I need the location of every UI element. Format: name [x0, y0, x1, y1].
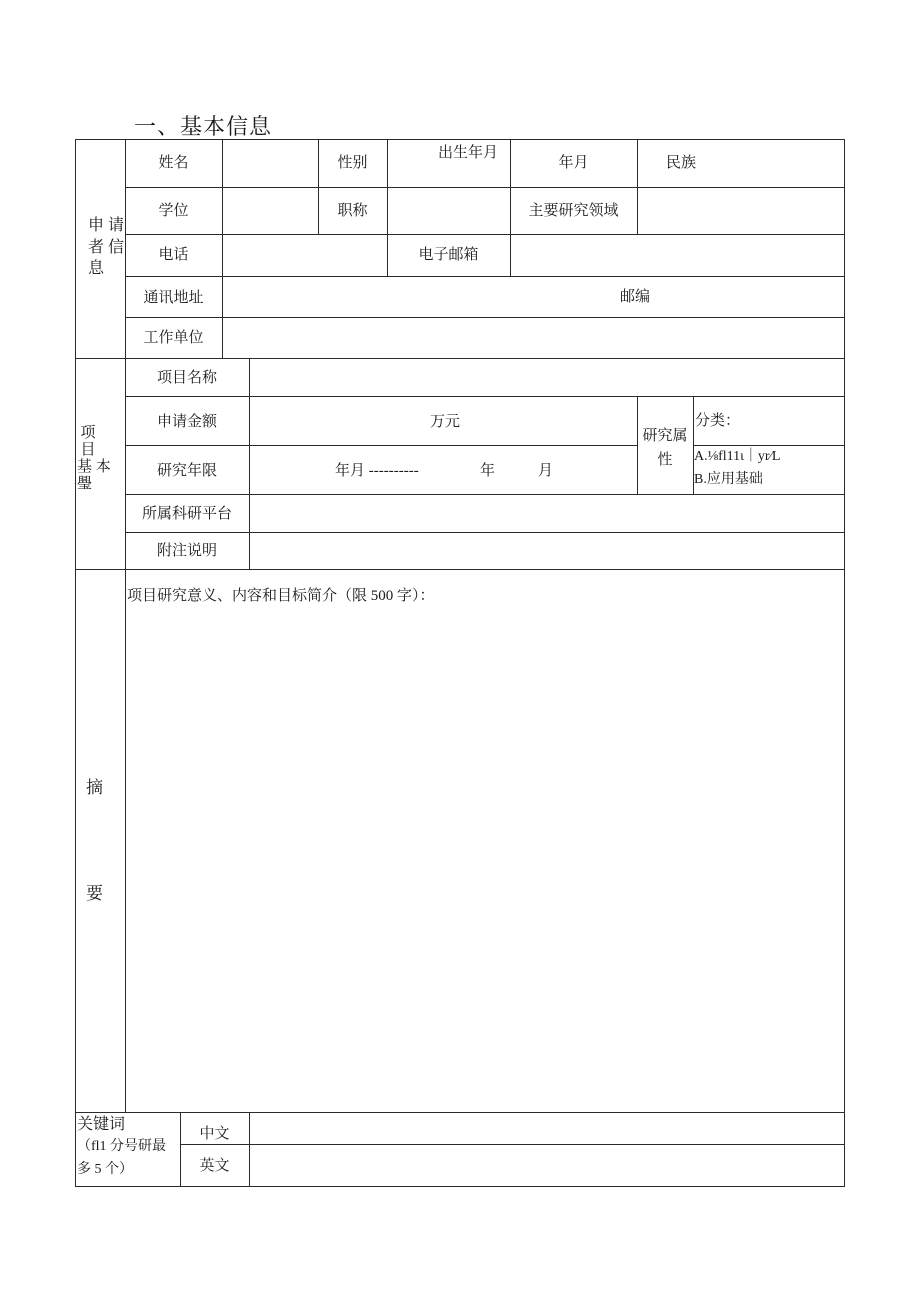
project-name-label: 项目名称 [156, 370, 217, 386]
amount-field[interactable] [250, 397, 637, 445]
keywords-hint-2: 多 5 个） [77, 1162, 133, 1177]
keywords-english-label: 英文 [199, 1158, 230, 1174]
group-label-line: 申 请 [87, 217, 124, 234]
project-group-label [77, 425, 99, 458]
postcode-label: 邮编 [620, 289, 651, 305]
abstract-textarea[interactable] [126, 610, 844, 1112]
keywords-label: 关键词 [77, 1116, 126, 1133]
platform-label: 所属科研平台 [141, 506, 232, 522]
degree-label: 学位 [158, 203, 189, 219]
project-group-label-4: 璺 [77, 476, 93, 492]
abstract-prompt: 项目研究意义、内容和目标简介（限 500 字）： [127, 588, 435, 604]
form-left-border [75, 139, 76, 1187]
col-divider [180, 1112, 181, 1187]
option-a[interactable]: A.⅛fl11ι｜yr⁄L [694, 449, 781, 464]
form-right-border [844, 139, 845, 1187]
attribute-label-1: 研究属 [642, 428, 688, 444]
form-bottom-border [75, 1186, 845, 1187]
workplace-label: 工作单位 [143, 330, 204, 346]
notes-label: 附注说明 [156, 543, 217, 559]
ethnicity-field[interactable] [638, 140, 844, 187]
birth-unit: 年月 [558, 155, 589, 171]
period-field[interactable] [250, 446, 637, 494]
applicant-group-label [84, 215, 128, 280]
keywords-chinese-label: 中文 [199, 1126, 230, 1142]
ethnicity-label: 民族 [666, 155, 697, 171]
email-label: 电子邮箱 [418, 247, 479, 263]
project-name-field[interactable] [250, 359, 844, 396]
group-label-line: 目 [80, 441, 96, 458]
category-label: 分类： [695, 413, 741, 429]
project-group-label-3: 基 本 [77, 459, 111, 475]
research-field-field[interactable] [638, 188, 844, 234]
phone-field[interactable] [223, 235, 387, 276]
keywords-english-field[interactable] [250, 1145, 844, 1186]
name-label: 姓名 [158, 155, 189, 171]
workplace-field[interactable] [223, 318, 844, 358]
row-divider [693, 445, 845, 446]
title-field[interactable] [388, 188, 510, 234]
period-month: 月 [538, 463, 554, 479]
amount-label: 申请金额 [156, 414, 217, 430]
abstract-label-2: 要 [86, 884, 103, 903]
period-label: 研究年限 [156, 463, 217, 479]
group-label-line: 项 [80, 425, 96, 441]
address-label: 通讯地址 [143, 290, 204, 306]
period-start: 年月 ---------- [335, 463, 419, 479]
section-divider-project [75, 569, 845, 570]
title-label: 职称 [337, 203, 368, 219]
option-b[interactable]: B.应用基础 [694, 472, 763, 487]
gender-field[interactable] [319, 140, 387, 187]
group-label-line: 者 信 [87, 238, 124, 256]
abstract-label-1: 摘 [86, 778, 103, 797]
col-divider [637, 396, 638, 495]
section-title: 一、基本信息 [134, 114, 273, 139]
gender-label: 性别 [337, 155, 368, 171]
amount-unit: 万元 [430, 414, 461, 430]
attribute-label-2: 性 [657, 452, 673, 468]
platform-field[interactable] [250, 495, 844, 532]
research-field-label: 主要研究领域 [528, 203, 619, 219]
group-label-line: 息 [88, 260, 105, 278]
email-field[interactable] [511, 235, 844, 276]
keywords-chinese-field[interactable] [250, 1113, 844, 1144]
period-year: 年 [480, 463, 496, 479]
keywords-hint-1: （fl1 分号研最 [77, 1139, 167, 1154]
notes-field[interactable] [250, 533, 844, 569]
birth-label: 出生年月 [438, 145, 499, 161]
name-field[interactable] [223, 140, 318, 187]
address-field[interactable] [223, 277, 844, 317]
phone-label: 电话 [158, 247, 189, 263]
degree-field[interactable] [223, 188, 318, 234]
